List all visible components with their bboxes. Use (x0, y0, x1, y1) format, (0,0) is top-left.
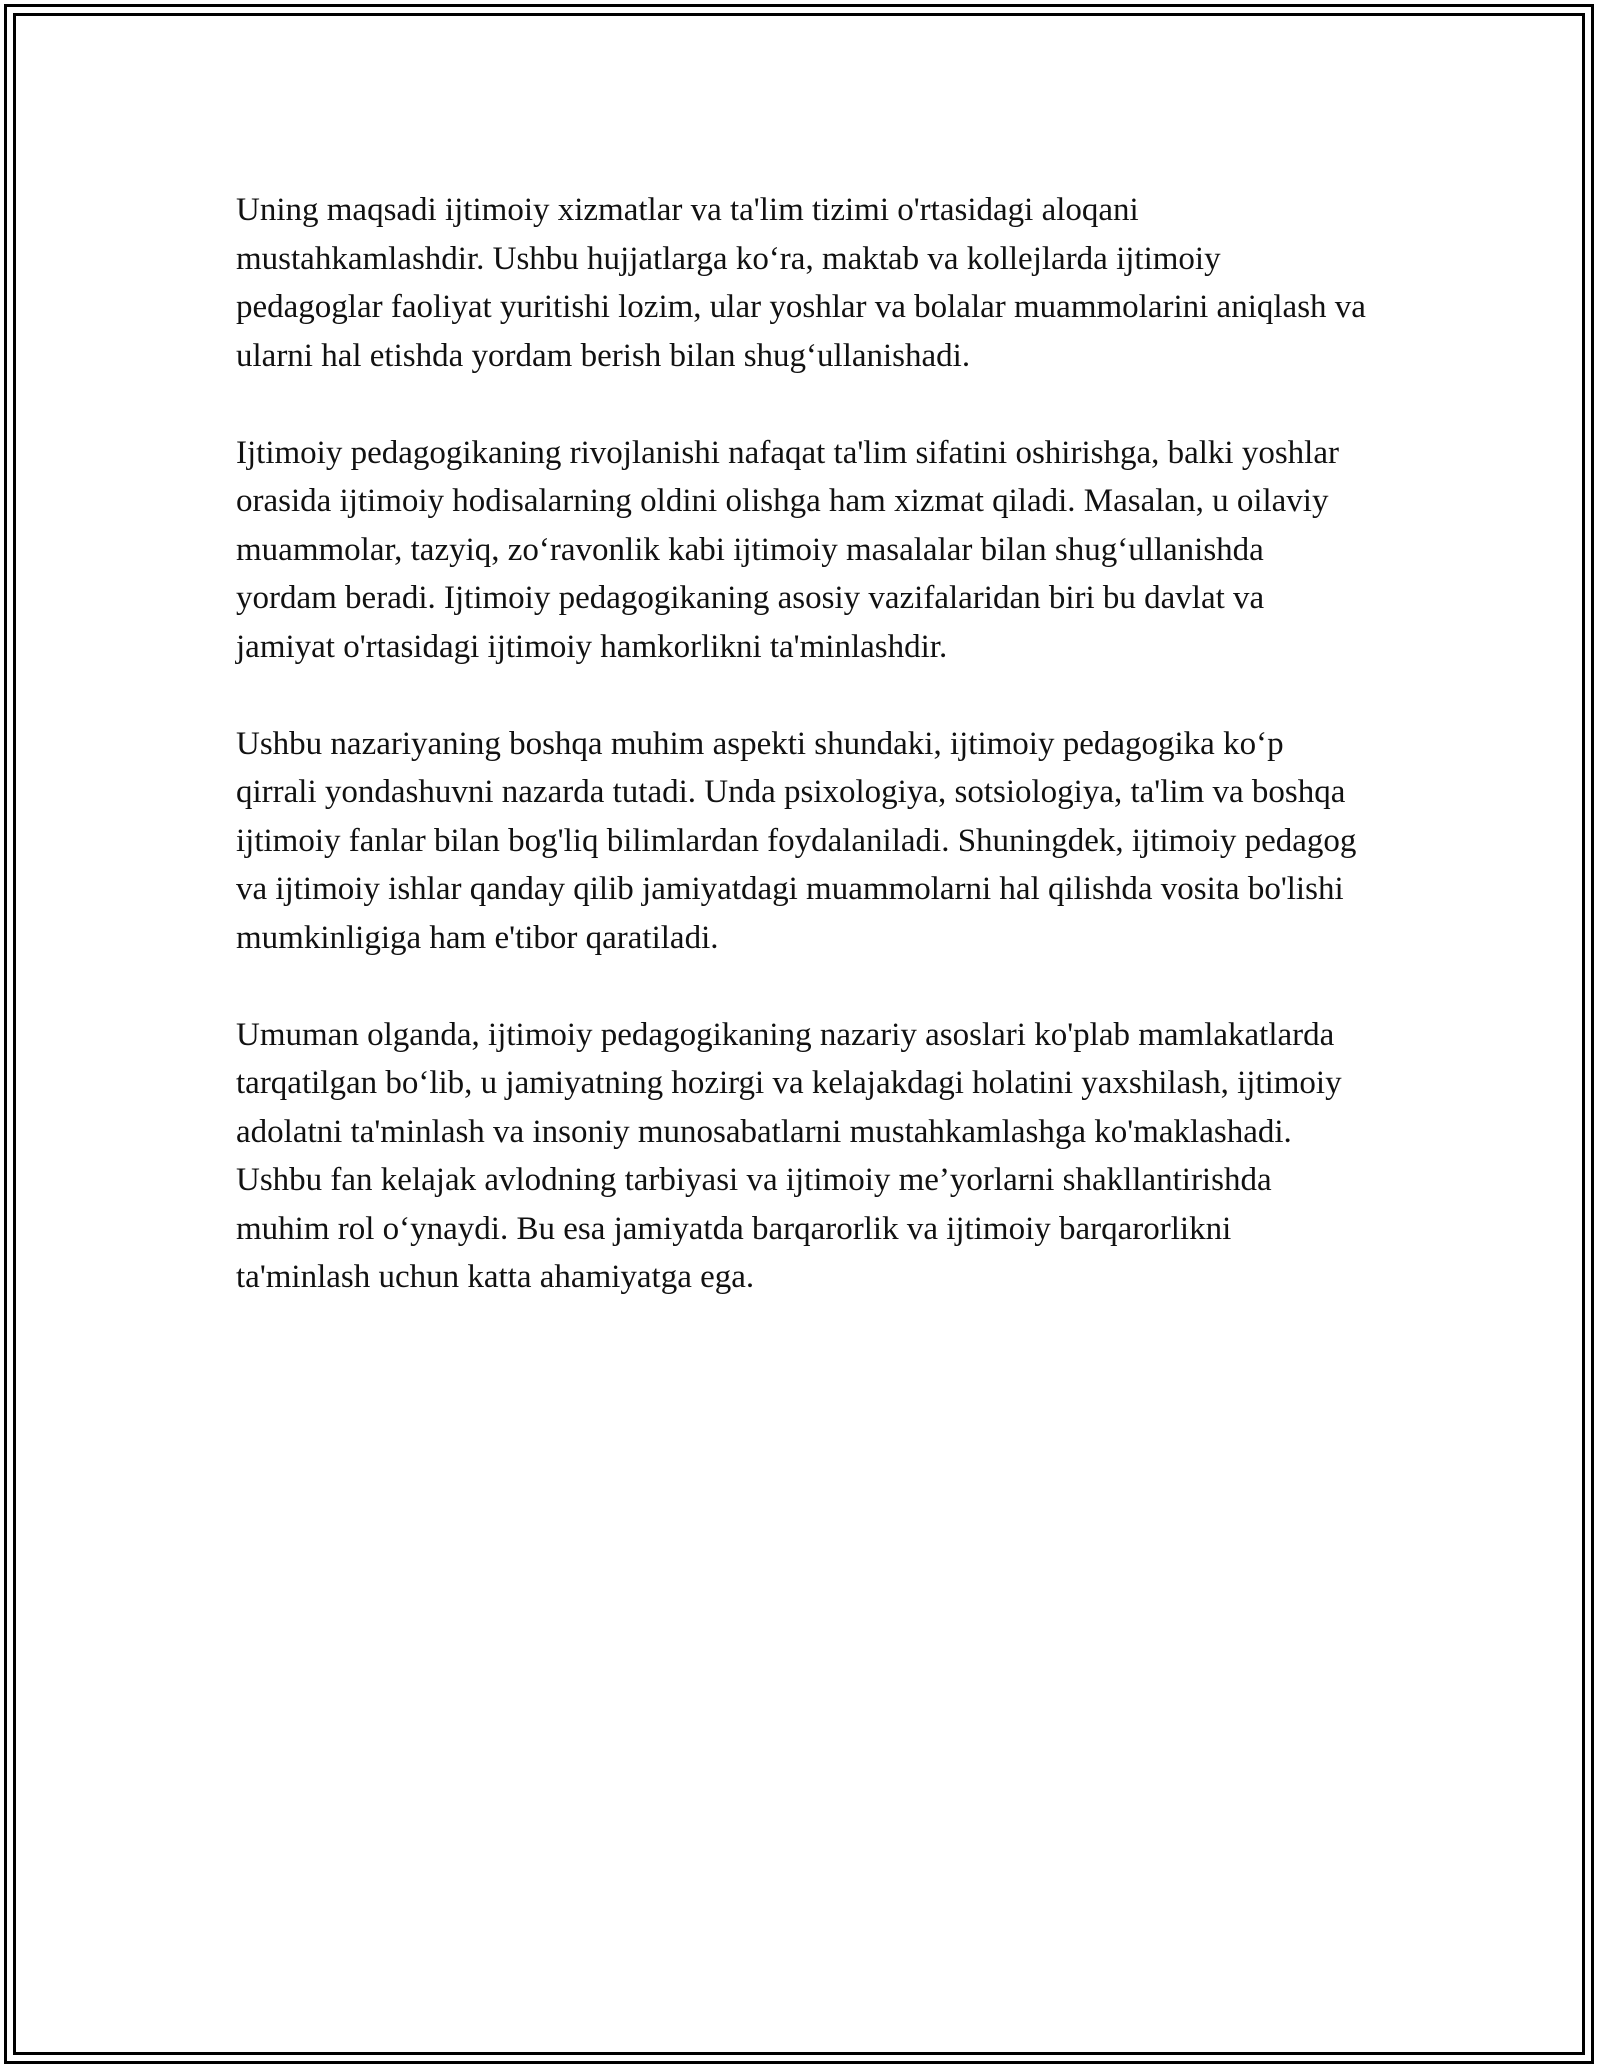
paragraph-4: Umuman olganda, ijtimoiy pedagogikaning nazariy asoslari ko'plab mamlakatlarda tarqatilgan boʻlib, u jamiyatning hozirgi va kelajakdagi holatini yaxshilash, ijtimoiy adolatni ta'minlash va insoniy munosabatlarni mustahkamlashga ko'maklashadi. Ushbu fan kelajak avlodning tarbiyasi va ijtimoiy me’yorlarni shakllantirishda muhim rol oʻynaydi. Bu esa jamiyatda barqarorlik va ijtimoiy barqarorlikni ta'minlash uchun katta ahamiyatga ega. (236, 1016, 1342, 1295)
document-body (236, 186, 1366, 1302)
paragraph-3: Ushbu nazariyaning boshqa muhim aspekti shundaki, ijtimoiy pedagogika koʻp qirrali yondashuvni nazarda tutadi. Unda psixologiya, sotsiologiya, ta'lim va boshqa ijtimoiy fanlar bilan bog'liq bilimlardan foydalaniladi. Shuningdek, ijtimoiy pedagog va ijtimoiy ishlar qanday qilib jamiyatdagi muammolarni hal qilishda vosita bo'lishi mumkinligiga ham e'tibor qaratiladi. (236, 725, 1357, 956)
paragraph-2: Ijtimoiy pedagogikaning rivojlanishi nafaqat ta'lim sifatini oshirishga, balki yoshlar orasida ijtimoiy hodisalarning oldini olishga ham xizmat qiladi. Masalan, u oilaviy muammolar, tazyiq, zoʻravonlik kabi ijtimoiy masalalar bilan shugʻullanishda yordam beradi. Ijtimoiy pedagogikaning asosiy vazifalaridan biri bu davlat va jamiyat o'rtasidagi ijtimoiy hamkorlikni ta'minlashdir. (236, 434, 1339, 665)
paragraph-1: Uning maqsadi ijtimoiy xizmatlar va ta'lim tizimi o'rtasidagi aloqani mustahkamlashdir. Ushbu hujjatlarga koʻra, maktab va kollejlarda ijtimoiy pedagoglar faoliyat yuritishi lozim, ular yoshlar va bolalar muammolarini aniqlash va ularni hal etishda yordam berish bilan shugʻullanishadi. (236, 192, 1366, 374)
